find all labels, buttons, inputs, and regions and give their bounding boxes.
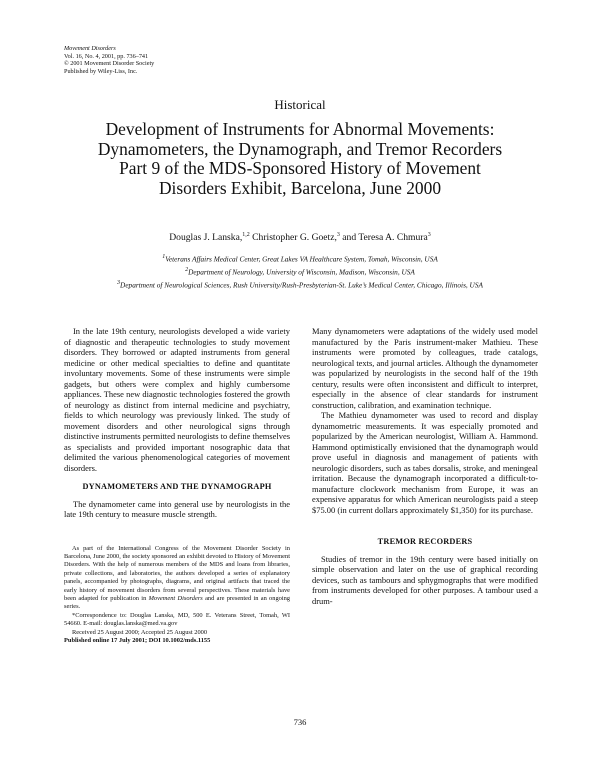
footnote-text-end: and are presented in an ongoing series. <box>64 594 290 611</box>
section-heading: TREMOR RECORDERS <box>377 537 473 546</box>
body-paragraph: The Mathieu dynamometer was used to record and display dynamometric measurements. It was especially promoted and popularized by the American neurologist, William A. Hammond. Hammond optimistically envisioned that the dynamograph would prove useful in diagnosis and management of patients with neurologic disorders, such as tabes dorsalis, stroke, and meningeal irritation. Because the dynamograph incorporated a difficult-to-manufacture clockwork mechanism from Europe, it was an expensive apparatus for which American neurologists paid a steep $75.00 (in current dollars approximately $1,350) for its purchase. <box>312 410 538 515</box>
body-paragraph: Many dynamometers were adaptations of the widely used model manufactured by the Paris instrument-maker Mathieu. These instruments were promoted by colleagues, trade catalogs, neurological texts, and journal articles. Although the dynamometer was popularized by neurologists in the second half of the 19th century, results were often inconsistent and difficult to interpret, especially in the absence of clear standards for instrument construction, calibration, and examination technique. <box>312 326 538 410</box>
footnote-received: Received 25 August 2000; Accepted 25 August 2000 <box>72 628 208 636</box>
footnotes <box>64 545 290 646</box>
section-label: Historical <box>274 97 326 112</box>
left-column <box>64 326 290 645</box>
section-heading: DYNAMOMETERS AND THE DYNAMOGRAPH <box>82 482 272 491</box>
footnote-published: Published online 17 July 2001; DOI 10.1002/mds.1155 <box>64 636 211 644</box>
affiliation-text: Department of Neurology, University of Wisconsin, Madison, Wisconsin, USA <box>188 267 415 277</box>
affiliation-number: 2 <box>185 267 189 274</box>
journal-volume: Vol. 16, No. 4, 2001, pp. 736–741 <box>64 52 149 60</box>
footnote-text: As part of the International Congress of the Movement Disorder Society in Barcelona, June 2000, the society sponsored an exhibit devoted to History of Movement Disorders. With the help of numerous members of the MDS and loans from libraries, private collections, and laboratories, the authors developed a series of explanatory panels, accompanied by photographs, diagrams, and original artifacts that traced the early history of movement disorders from several perspectives. These materials have been adapted for publication in <box>64 544 290 602</box>
affiliation-text: Department of Neurological Sciences, Rush University/Rush-Presbyterian-St. Luke’s Medical Center, Chicago, Illinois, USA <box>120 280 483 290</box>
author-list <box>0 232 600 243</box>
journal-name: Movement Disorders <box>64 45 116 52</box>
footnote-correspondence: *Correspondence to: Douglas Lanska, MD, 500 E. Veterans Street, Tomah, WI 54660. E-mail: douglas.lanska@med.va.gov <box>64 611 290 628</box>
footnote-exhibit <box>64 545 290 612</box>
author-affiliation-mark: 1,2 <box>242 232 250 238</box>
body-paragraph: The dynamometer came into general use by neurologists in the late 19th century to measure muscle strength. <box>64 498 290 519</box>
affiliation-number: 1 <box>162 254 166 260</box>
journal-header <box>64 45 154 75</box>
intro-paragraph: In the late 19th century, neurologists developed a wide variety of diagnostic and therapeutic technologies to study movement disorders. They borrowed or adapted instruments from general medicine or other medical specialties to define and quantitate involuntary movements. Some of these instruments were simple gadgets, but others were complex and highly cumbersome appliances. These new diagnostic technologies fostered the growth of neurology as distinct from internal medicine and psychiatry, fields to which neurology was previously linked. The study of movement disorders and other neurological signs through distinctive instruments permitted neurologists to define themselves as specialists and provided important nosographic data that delimited the various phenomenological categories of movement disorders. <box>64 326 290 473</box>
affiliation <box>0 252 600 265</box>
affiliations <box>0 252 600 292</box>
footnote-journal: Movement Disorders <box>148 594 203 602</box>
author-name: Douglas J. Lanska, <box>169 232 243 244</box>
journal-copyright: © 2001 Movement Disorder Society <box>64 60 155 68</box>
page-number: 736 <box>293 717 307 727</box>
body-paragraph: Studies of tremor in the 19th century were based initially on simple observation and later on the use of graphical recording devices, such as tambours and sphygmographs that were modified from instruments developed for other purposes. A tambour used a drum- <box>312 553 538 606</box>
affiliation-text: Veterans Affairs Medical Center, Great Lakes VA Healthcare System, Tomah, Wisconsin, USA <box>165 254 438 264</box>
right-column <box>312 326 538 606</box>
author-affiliation-mark: 3 <box>336 232 340 238</box>
author-affiliation-mark: 3 <box>427 232 431 238</box>
author-name: Christopher G. Goetz, <box>252 232 337 244</box>
affiliation <box>0 278 600 291</box>
article-title: Development of Instruments for Abnormal Movements: Dynamometers, the Dynamograph, and Tremor Recorders Part 9 of the MDS-Sponsored History of Movement Disorders Exhibit, Barcelona, June 2000 <box>97 119 503 198</box>
journal-publisher: Published by Wiley-Liss, Inc. <box>64 67 138 75</box>
affiliation <box>0 265 600 278</box>
affiliation-number: 3 <box>117 280 121 287</box>
author-name: and Teresa A. Chmura <box>342 232 428 244</box>
